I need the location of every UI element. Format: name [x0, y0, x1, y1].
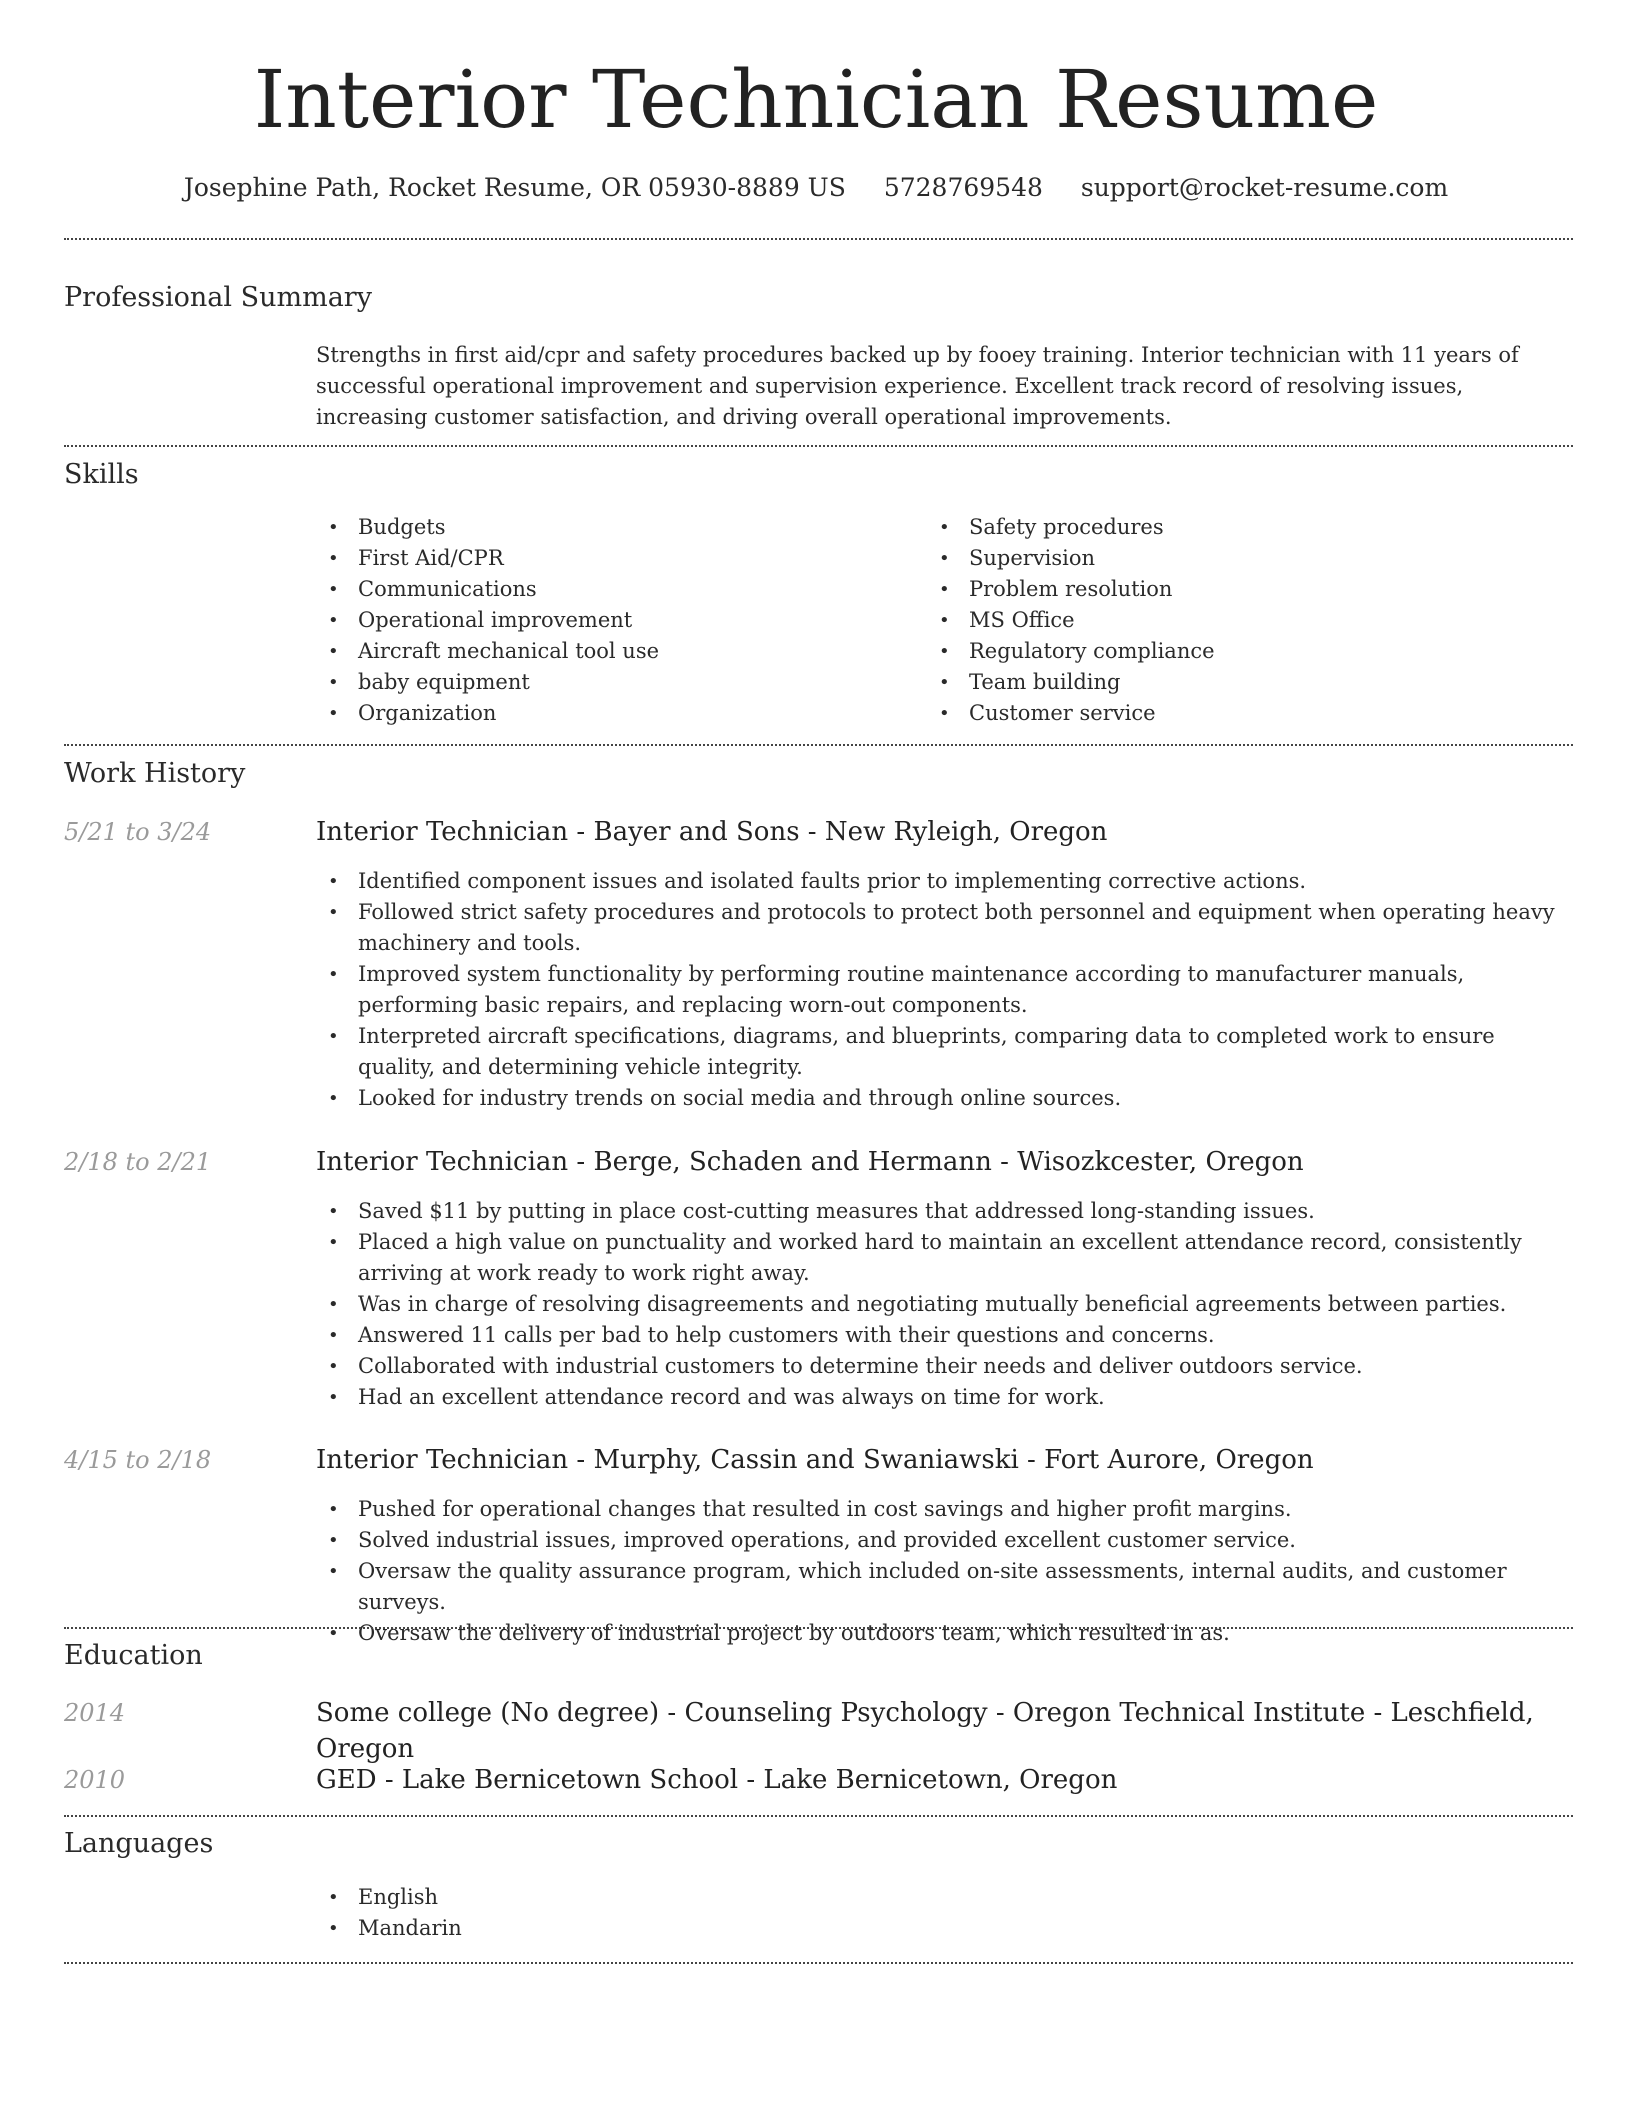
- languages-list: [314, 1882, 914, 1944]
- section-divider: [64, 744, 1573, 746]
- job-bullet: • Followed strict safety procedures and protocols to protect both personnel and equipment when operating heavy machinery and tools.: [314, 897, 1578, 959]
- job-dates: 5/21 to 3/24: [64, 818, 212, 846]
- skill-item: • First Aid/CPR: [314, 543, 874, 574]
- contact-phone: 5728769548: [883, 173, 1043, 202]
- skill-item: • Operational improvement: [314, 605, 874, 636]
- job-bullet: • Oversaw the delivery of industrial project by outdoors team, which resulted in as.: [314, 1618, 1578, 1649]
- contact-address: Josephine Path, Rocket Resume, OR 05930-8889 US: [183, 173, 846, 202]
- contact-email: support@rocket-resume.com: [1080, 173, 1449, 202]
- job-bullet: • Collaborated with industrial customers to determine their needs and deliver outdoors service.: [314, 1351, 1578, 1382]
- job-bullet: • Solved industrial issues, improved operations, and provided excellent customer service.: [314, 1525, 1578, 1556]
- job-bullet: • Answered 11 calls per bad to help customers with their questions and concerns.: [314, 1320, 1578, 1351]
- skill-item: • Safety procedures: [925, 512, 1525, 543]
- job-header: Interior Technician - Murphy, Cassin and Swaniawski - Fort Aurore, Oregon: [316, 1445, 1314, 1475]
- job-bullets: [314, 866, 1578, 1114]
- skill-item: • Regulatory compliance: [925, 636, 1525, 667]
- job-bullet: • Looked for industry trends on social media and through online sources.: [314, 1083, 1578, 1114]
- skill-item: • Budgets: [314, 512, 874, 543]
- language-item: • English: [314, 1882, 914, 1913]
- contact-line: [0, 168, 1632, 208]
- job-bullet: • Interpreted aircraft specifications, diagrams, and blueprints, comparing data to completed work to ensure quality, and determining vehicle integrity.: [314, 1021, 1578, 1083]
- job-bullets: [314, 1494, 1578, 1649]
- education-entry: GED - Lake Bernicetown School - Lake Bernicetown, Oregon: [316, 1765, 1118, 1795]
- job-bullet: • Was in charge of resolving disagreements and negotiating mutually beneficial agreements between parties.: [314, 1289, 1578, 1320]
- job-header: Interior Technician - Berge, Schaden and Hermann - Wisozkcester, Oregon: [316, 1147, 1304, 1177]
- skills-heading: Skills: [64, 459, 139, 490]
- job-bullet: • Placed a high value on punctuality and worked hard to maintain an excellent attendance record, consistently arriving at work ready to work right away.: [314, 1227, 1578, 1289]
- job-bullets: [314, 1196, 1578, 1413]
- skills-list-right: [925, 512, 1525, 729]
- education-heading: Education: [64, 1640, 203, 1671]
- job-bullet: • Pushed for operational changes that resulted in cost savings and higher profit margins.: [314, 1494, 1578, 1525]
- section-divider: [64, 1962, 1573, 1964]
- education-year: 2014: [64, 1699, 126, 1727]
- job-bullet: • Saved $11 by putting in place cost-cutting measures that addressed long-standing issues.: [314, 1196, 1578, 1227]
- job-bullet: • Had an excellent attendance record and was always on time for work.: [314, 1382, 1578, 1413]
- education-year: 2010: [64, 1766, 126, 1794]
- skills-list-left: [314, 512, 874, 729]
- skill-item: • baby equipment: [314, 667, 874, 698]
- work-heading: Work History: [64, 758, 246, 789]
- skill-item: • Problem resolution: [925, 574, 1525, 605]
- section-divider: [64, 1627, 1573, 1629]
- summary-heading: Professional Summary: [64, 282, 372, 313]
- skill-item: • Aircraft mechanical tool use: [314, 636, 874, 667]
- section-divider: [64, 238, 1573, 240]
- language-item: • Mandarin: [314, 1913, 914, 1944]
- skill-item: • Team building: [925, 667, 1525, 698]
- resume-title: Interior Technician Resume: [253, 53, 1379, 146]
- section-divider: [64, 445, 1573, 447]
- job-header: Interior Technician - Bayer and Sons - New Ryleigh, Oregon: [316, 817, 1108, 847]
- skill-item: • Organization: [314, 698, 874, 729]
- job-bullet: • Identified component issues and isolated faults prior to implementing corrective actions.: [314, 866, 1578, 897]
- job-bullet: • Improved system functionality by performing routine maintenance according to manufacturer manuals, performing basic repairs, and replacing worn-out components.: [314, 959, 1578, 1021]
- job-bullet: • Oversaw the quality assurance program, which included on-site assessments, internal audits, and customer surveys.: [314, 1556, 1578, 1618]
- job-dates: 4/15 to 2/18: [64, 1446, 212, 1474]
- skill-item: • Communications: [314, 574, 874, 605]
- section-divider: [64, 1815, 1573, 1817]
- job-dates: 2/18 to 2/21: [64, 1148, 212, 1176]
- skill-item: • Supervision: [925, 543, 1525, 574]
- summary-text: Strengths in first aid/cpr and safety procedures backed up by fooey training. Interior technician with 11 years of successful operational improvement and supervision experience. Excellent track record of resolving issues, increasing customer satisfaction, and driving overall operational improvements.: [316, 343, 1519, 429]
- education-entry: Some college (No degree) - Counseling Psychology - Oregon Technical Institute - Leschfield, Oregon: [316, 1698, 1534, 1764]
- languages-heading: Languages: [64, 1828, 214, 1859]
- skill-item: • MS Office: [925, 605, 1525, 636]
- skill-item: • Customer service: [925, 698, 1525, 729]
